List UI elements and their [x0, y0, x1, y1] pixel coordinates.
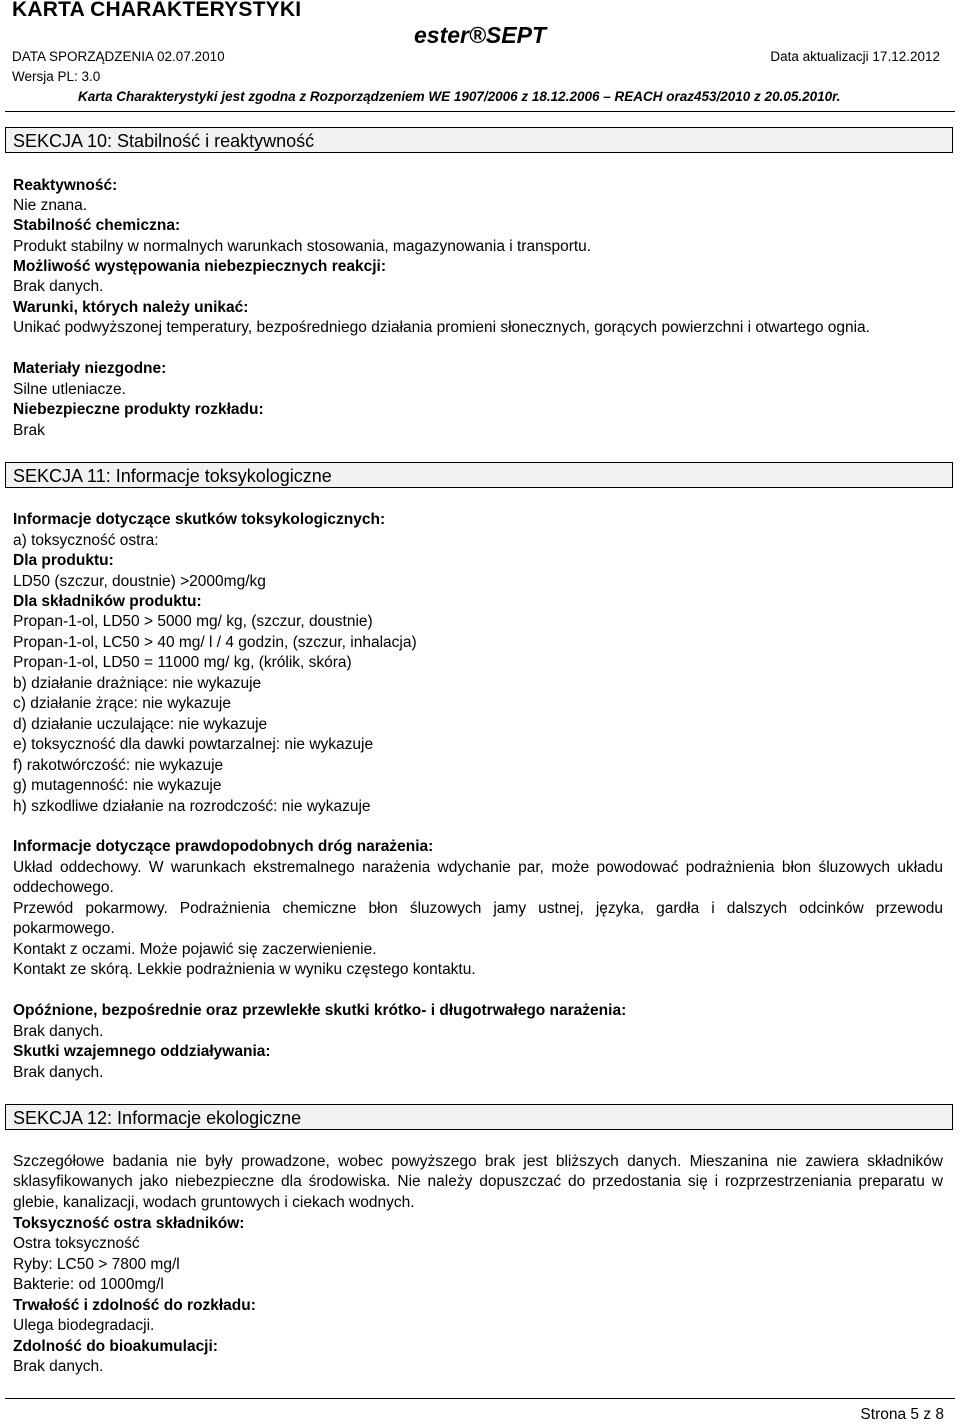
document-title: KARTA CHARAKTERYSTYKI: [12, 0, 302, 21]
section-10-header: SEKCJA 10: Stabilność i reaktywność: [5, 127, 953, 153]
route-eyes: Kontakt z oczami. Może pojawić się zaczerwienienie.: [13, 941, 377, 958]
compliance-note: Karta Charakterystyki jest zgodna z Rozporządzeniem WE 1907/2006 z 18.12.2006 – REACH oraz453/2010 z 20.05.2010r.: [78, 89, 841, 104]
brand-name: ester®SEPT: [414, 22, 547, 48]
route-respiratory: Układ oddechowy. W warunkach ekstremalnego narażenia wdychanie par, może powodować podrażnienia błon śluzowych układu oddechowego.: [13, 859, 943, 897]
hazard-value: Brak danych.: [13, 278, 104, 295]
component-1: Propan-1-ol, LD50 > 5000 mg/ kg, (szczur, doustnie): [13, 613, 373, 630]
product-ld50: LD50 (szczur, doustnie) >2000mg/kg: [13, 573, 266, 590]
component-2: Propan-1-ol, LC50 > 40 mg/ l / 4 godzin, (szczur, inhalacja): [13, 634, 417, 651]
reactivity-label: Reaktywność:: [13, 177, 118, 194]
avoid-value: Unikać podwyższonej temperatury, bezpośredniego działania promieni słonecznych, gorących powierzchni i otwartego ognia.: [13, 319, 870, 336]
date-created: DATA SPORZĄDZENIA 02.07.2010: [12, 49, 225, 64]
reactivity-value: Nie znana.: [13, 197, 88, 214]
tox-b: b) działanie drażniące: nie wykazuje: [13, 675, 262, 692]
persistence-value: Ulega biodegradacji.: [13, 1317, 155, 1334]
incompatible-label: Materiały niezgodne:: [13, 360, 167, 377]
route-digestive: Przewód pokarmowy. Podrażnienia chemiczne błon śluzowych jamy ustnej, języka, gardła i dalszych odcinków przewodu pokarmowego.: [13, 900, 943, 938]
header-divider: [5, 111, 955, 112]
bioaccumulation-value: Brak danych.: [13, 1358, 104, 1375]
tox-h: h) szkodliwe działanie na rozrodczość: nie wykazuje: [13, 798, 371, 815]
interaction-value: Brak danych.: [13, 1064, 104, 1081]
tox-e: e) toksyczność dla dawki powtarzalnej: nie wykazuje: [13, 736, 374, 753]
tox-d: d) działanie uczulające: nie wykazuje: [13, 716, 268, 733]
stability-value: Produkt stabilny w normalnych warunkach stosowania, magazynowania i transportu.: [13, 238, 592, 255]
tox-c: c) działanie żrące: nie wykazuje: [13, 695, 231, 712]
eco-tox-2: Ryby: LC50 > 7800 mg/l: [13, 1256, 180, 1273]
decomposition-value: Brak: [13, 422, 45, 439]
date-updated: Data aktualizacji 17.12.2012: [770, 49, 940, 64]
incompatible-value: Silne utleniacze.: [13, 381, 126, 398]
tox-g: g) mutagenność: nie wykazuje: [13, 777, 222, 794]
decomposition-label: Niebezpieczne produkty rozkładu:: [13, 401, 264, 418]
section-12-header: SEKCJA 12: Informacje ekologiczne: [5, 1104, 953, 1130]
tox-f: f) rakotwórczość: nie wykazuje: [13, 757, 224, 774]
stability-label: Stabilność chemiczna:: [13, 217, 181, 234]
footer-divider: [5, 1398, 955, 1399]
components-label: Dla składników produktu:: [13, 593, 202, 610]
eco-tox-label: Toksyczność ostra składników:: [13, 1215, 245, 1232]
component-3: Propan-1-ol, LD50 = 11000 mg/ kg, (królik, skóra): [13, 654, 352, 671]
persistence-label: Trwałość i zdolność do rozkładu:: [13, 1297, 256, 1314]
hazard-label: Możliwość występowania niebezpiecznych reakcji:: [13, 258, 386, 275]
section-11-header: SEKCJA 11: Informacje toksykologiczne: [5, 462, 953, 488]
eco-tox-3: Bakterie: od 1000mg/l: [13, 1276, 164, 1293]
eco-tox-1: Ostra toksyczność: [13, 1235, 140, 1252]
interaction-label: Skutki wzajemnego oddziaływania:: [13, 1043, 271, 1060]
tox-info-label: Informacje dotyczące skutków toksykologicznych:: [13, 511, 386, 528]
avoid-label: Warunki, których należy unikać:: [13, 299, 249, 316]
page-number: Strona 5 z 8: [860, 1406, 944, 1423]
product-label: Dla produktu:: [13, 552, 114, 569]
route-skin: Kontakt ze skórą. Lekkie podrażnienia w wyniku częstego kontaktu.: [13, 961, 476, 978]
delayed-effects-value: Brak danych.: [13, 1023, 104, 1040]
delayed-effects-label: Opóźnione, bezpośrednie oraz przewlekłe skutki krótko- i długotrwałego narażenia:: [13, 1002, 627, 1019]
eco-intro: Szczegółowe badania nie były prowadzone, wobec powyższego brak jest bliższych danych. Mieszanina nie zawiera składników sklasyfikowanych jako niebezpieczne dla środowiska. Nie należy dopuszczać do przedostania się i rozprzestrzeniania preparatu w glebie, kanalizacji, wodach gruntowych i ciekach wodnych.: [13, 1153, 943, 1211]
routes-label: Informacje dotyczące prawdopodobnych dróg narażenia:: [13, 838, 434, 855]
acute-toxicity: a) toksyczność ostra:: [13, 532, 159, 549]
bioaccumulation-label: Zdolność do bioakumulacji:: [13, 1338, 218, 1355]
version: Wersja PL: 3.0: [12, 69, 101, 84]
